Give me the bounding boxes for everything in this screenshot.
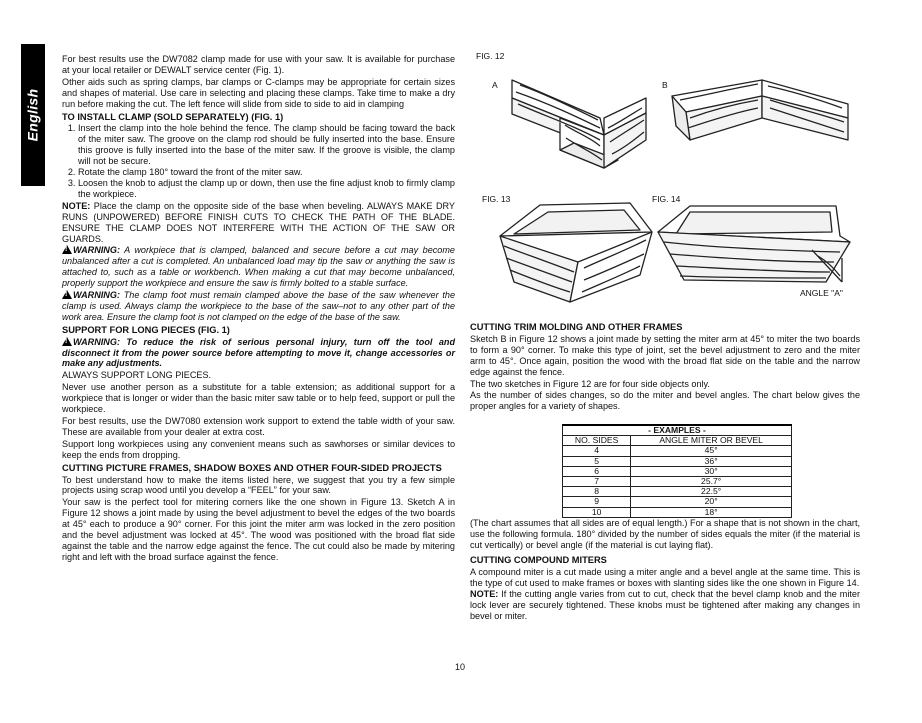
cell-angle: 25.7° [631,477,792,487]
cell-angle: 22.5° [631,487,792,497]
note-text: If the cutting angle varies from cut to cut, check that the bevel clamp knob and the miter lock lever are securely tightened. These knobs must be tightened after making any changes in bevel or miter. [470,589,860,622]
install-clamp-heading: TO INSTALL CLAMP (SOLD SEPARATELY) (FIG. 1) [62,111,284,122]
note-label: NOTE: [470,589,499,600]
sketch-a-bevel-joint-drawing [512,80,646,168]
cell-angle: 20° [631,497,792,507]
examples-table [562,424,792,518]
compound-note [470,589,860,622]
fig14-slanted-box-drawing [658,206,850,282]
cell-angle: 36° [631,456,792,466]
sawhorse-paragraph: Support long workpieces using any convenient means such as sawhorses or similar devices to keep the ends from dropping. [62,438,455,460]
note-text: Place the clamp on the opposite side of the base when beveling. ALWAYS MAKE DRY RUNS (UNPOWERED) BEFORE FINISH CUTS TO CHECK THE PATH OF THE BLADE. ENSURE THE CLAMP DOES NOT INTERFERE WITH THE ACTION OF THE SAW OR GUARDS. [62,200,455,244]
right-column-lower [470,518,860,623]
fig13-label: FIG. 13 [482,194,511,204]
right-column [470,320,860,413]
chart-formula-paragraph: (The chart assumes that all sides are of equal length.) For a shape that is not shown in the chart, use the following formula. 180° divided by the number of sides equals the miter (if the material is cut vertically) or bevel angle (if the material is cut laying flat). [470,518,860,550]
angle-a-label: ANGLE "A" [800,288,843,298]
compound-miters-heading: CUTTING COMPOUND MITERS [470,554,607,565]
table-row [563,507,792,517]
page-number: 10 [455,662,466,672]
fig14-label: FIG. 14 [652,194,681,204]
trim-molding-heading: CUTTING TRIM MOLDING AND OTHER FRAMES [470,322,683,332]
support-long-pieces-heading: SUPPORT FOR LONG PIECES (FIG. 1) [62,324,230,335]
sketch-b-paragraph: Sketch B in Figure 12 shows a joint made by setting the miter arm at 45° to miter the two boards to form a 90° corner. To make this type of joint, set the bevel adjustment to zero and the miter arm to 45°. Once again, position the wood with the broad flat side on the table and the narrow edge against the fence. [470,333,860,377]
warning-label: WARNING: [73,245,120,256]
fig13-four-sided-box-drawing [500,203,652,302]
table-row [563,497,792,507]
col-angle: ANGLE MITER OR BEVEL [631,436,792,446]
picture-frames-heading: CUTTING PICTURE FRAMES, SHADOW BOXES AND OTHER FOUR-SIDED PROJECTS [62,462,442,473]
compound-miter-paragraph: A compound miter is a cut made using a miter angle and a bevel angle at the same time. This is the type of cut used to make frames or boxes with slanting sides like the one shown in Figure 14. [470,566,860,588]
warning-label: WARNING: [73,290,120,301]
cell-angle: 45° [631,446,792,456]
angles-chart-intro: As the number of sides changes, so do the miter and bevel angles. The chart below gives the proper angles for a variety of shapes. [470,390,860,412]
cell-sides: 7 [563,477,631,487]
table-row [563,477,792,487]
always-support-text: ALWAYS SUPPORT LONG PIECES. [62,370,212,381]
table-row [563,487,792,497]
cell-sides: 9 [563,497,631,507]
table-row [563,456,792,466]
extension-support-paragraph: For best results, use the DW7080 extension work support to extend the table width of your saw. These are available from your dealer at extra cost. [62,416,455,437]
table-extension-paragraph: Never use another person as a substitute for a table extension; as additional support for a workpiece that is longer or wider than the basic miter saw table or to help feed, support or pull the workpiece. [62,382,455,415]
note-label: NOTE: [62,200,91,211]
cell-sides: 10 [563,507,631,517]
cell-angle: 18° [631,507,792,517]
warning-text: To reduce the risk of serious personal injury, turn off the tool and disconnect it from the power source before attempting to move it, change accessories or make any adjustments. [62,336,455,369]
language-tab-label: English [24,88,41,142]
fig12-label: FIG. 12 [476,51,505,61]
four-side-paragraph: The two sketches in Figure 12 are for four side objects only. [470,378,710,389]
clamp-aids-paragraph: Other aids such as spring clamps, bar clamps or C-clamps may be appropriate for certain sizes and shapes of material. Use care in selecting and placing these clamps. Take time to make a dry run before making the cut. The left fence will slide from side to side to aid in clamping [62,76,455,109]
install-step-2: 2. Rotate the clamp 180° toward the front of the miter saw. [78,167,455,178]
cell-sides: 4 [563,446,631,456]
cell-sides: 5 [563,456,631,466]
cell-angle: 30° [631,466,792,476]
table-row [563,466,792,476]
sketch-b-miter-joint-drawing [672,80,848,140]
clamp-intro-paragraph: For best results use the DW7082 clamp made for use with your saw. It is available for purchase at your local retailer or DEWALT service center (Fig. 1). [62,54,455,75]
warning-label: WARNING: [73,336,120,347]
col-no-sides: NO. SIDES [563,436,631,446]
scrap-wood-paragraph: To best understand how to make the items listed here, we suggest that you try a few simple projects using scrap wood until you develop a “FEEL” for your saw. [62,474,455,496]
cell-sides: 6 [563,466,631,476]
examples-title: - EXAMPLES - [563,425,792,436]
fig12-sketch-a-label: A [492,80,498,90]
warning-text: The clamp foot must remain clamped above the base of the saw whenever the clamp is used. Always clamp the workpiece to the base of the saw–not to any other part of the work area. Ensure the clamp foot is not clamped on the edge of the base of the saw. [62,290,455,322]
mitering-corners-paragraph: Your saw is the perfect tool for mitering corners like the one shown in Figure 13. Sketch A in Figure 12 shows a joint made by using the bevel adjustment to bevel the edges of the two boards at 45° each to produce a 90° corner. For this joint the miter arm was locked in the zero position and the bevel adjustment was locked at 45°. The wood was positioned with the broad flat side against the table and the narrow edge against the fence. The cut could also be made by mitering right and left with the broad surface against the fence. [62,497,455,562]
table-row [563,446,792,456]
fig12-sketch-b-label: B [662,80,668,90]
install-step-1: 1. Insert the clamp into the hole behind the fence. The clamp should be facing toward the back of the miter saw. The groove on the clamp rod should be fully inserted into the base. Ensure this groove is fully inserted into the base of the miter saw. If the groove is visible, the clamp will not be secure. [78,123,455,167]
install-step-3: 3. Loosen the knob to adjust the clamp up or down, then use the fine adjust knob to firmly clamp the workpiece. [78,178,455,200]
warning-text: A workpiece that is clamped, balanced and secure before a cut may become unbalanced after a cut is completed. An unbalanced load may tip the saw or anything the saw is attached to, such as a table or workbench. When making a cut that may become unbalanced, properly support the workpiece and ensure the saw is firmly bolted to a stable surface. [62,245,455,289]
cell-sides: 8 [563,487,631,497]
